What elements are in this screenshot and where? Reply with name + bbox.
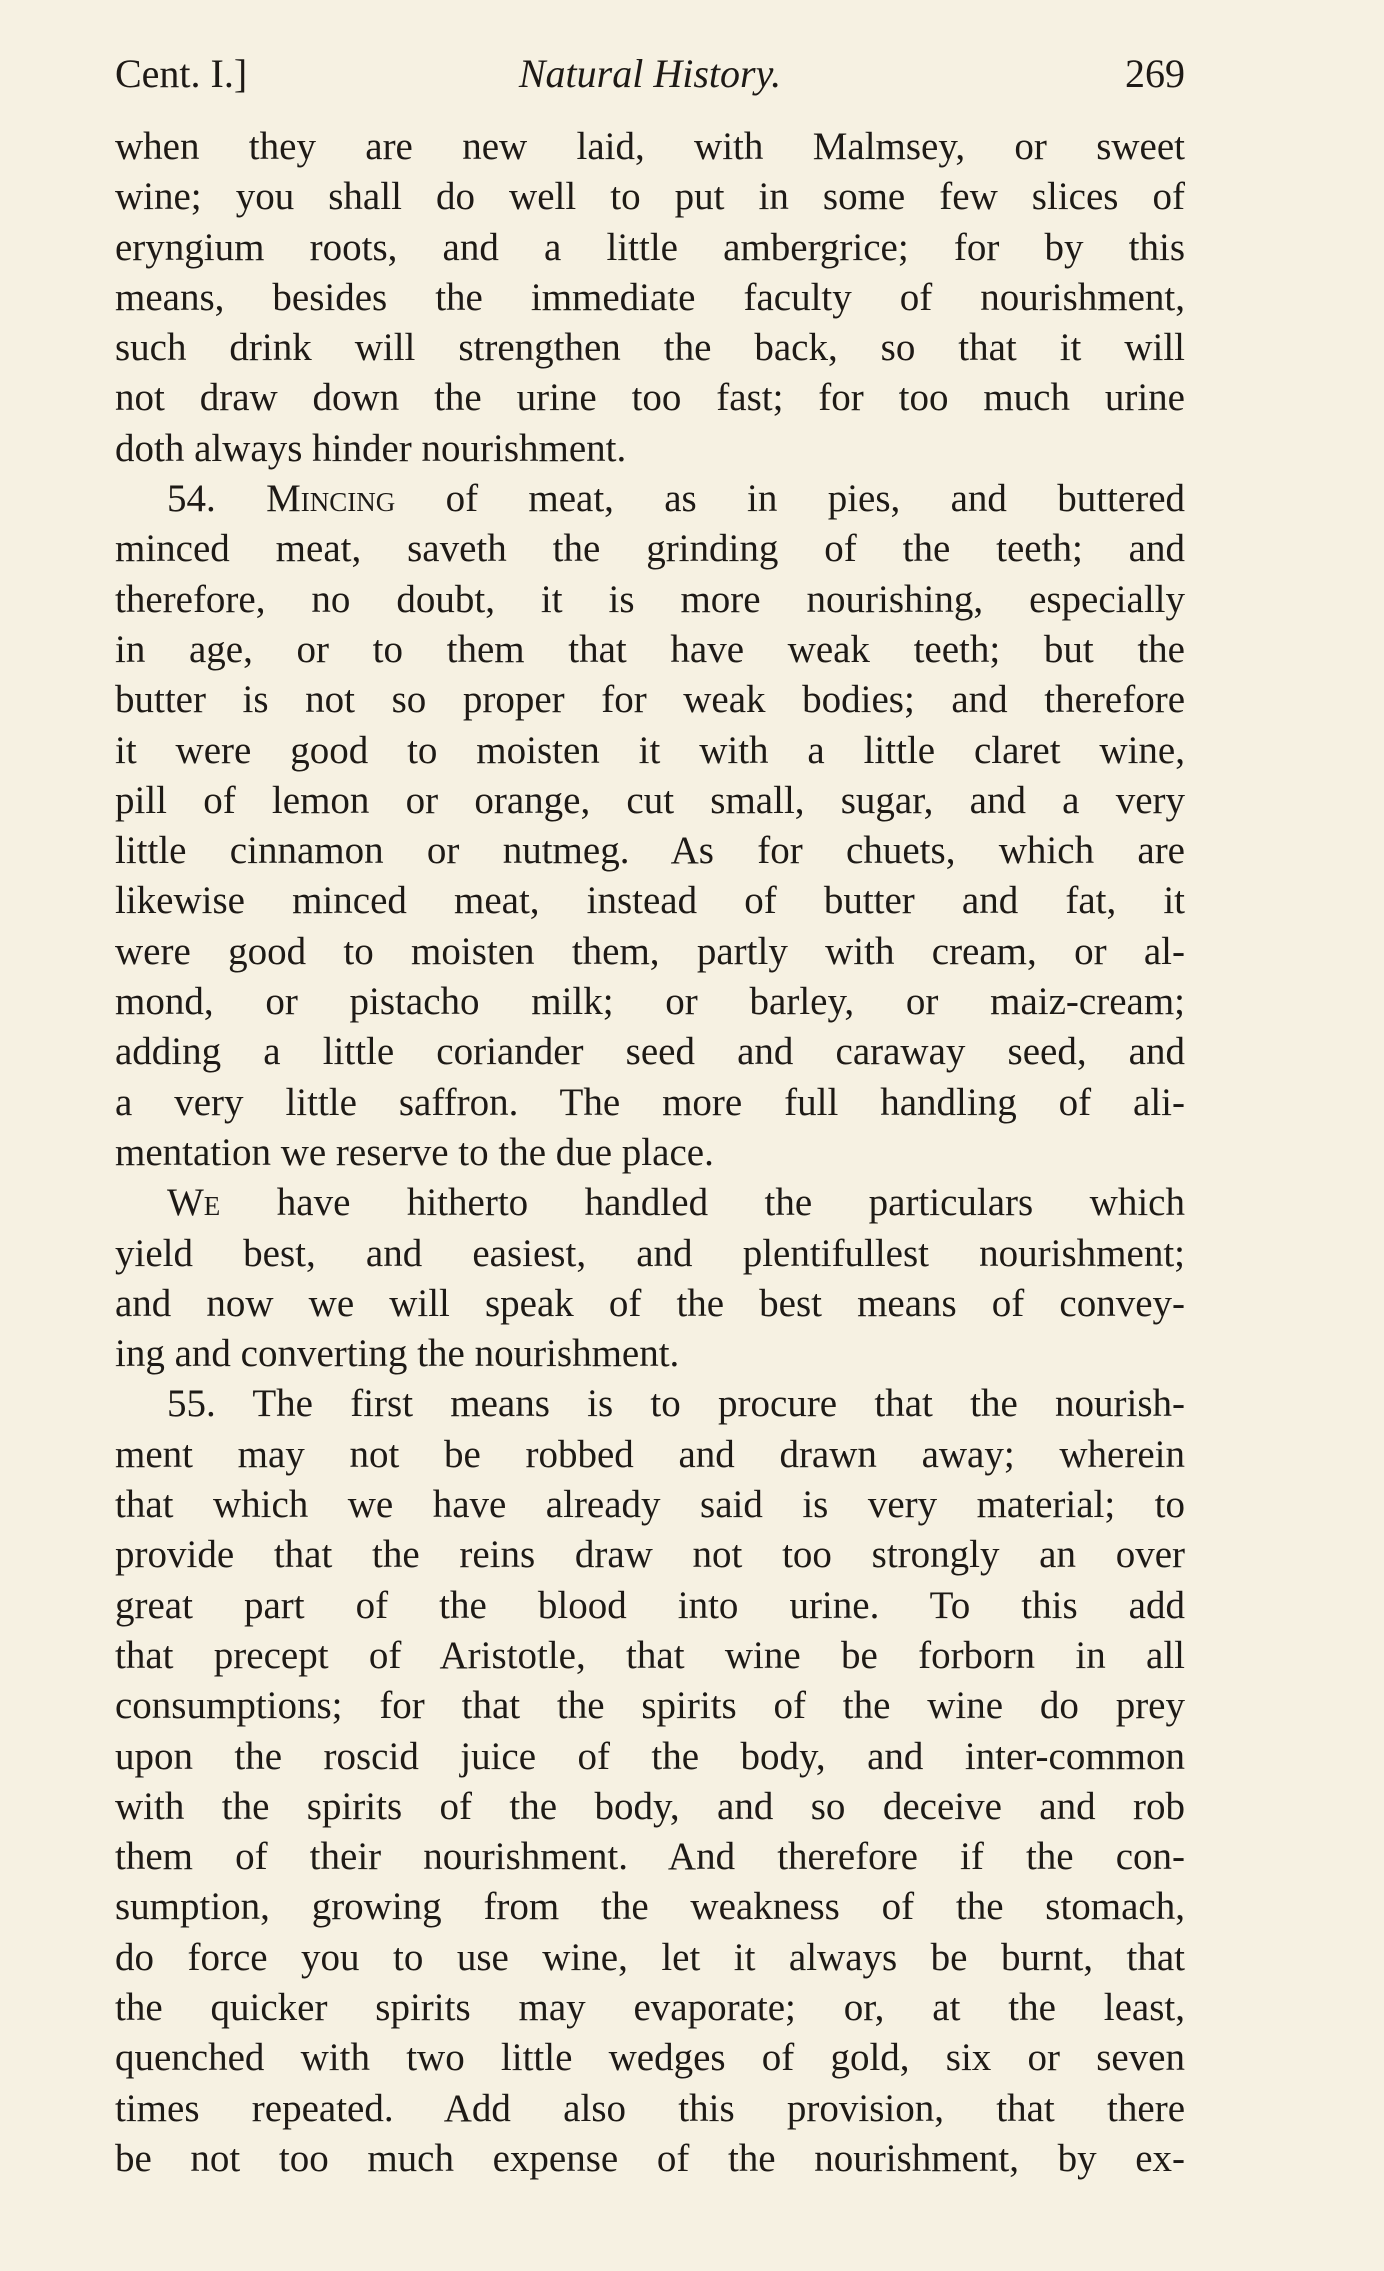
text-line bbox=[115, 1681, 1185, 1731]
line-text: pill of lemon or orange, cut small, sugar, and a very bbox=[115, 778, 1185, 822]
line-text: mentation we reserve to the due place. bbox=[115, 1130, 714, 1174]
page-number: 269 bbox=[1125, 51, 1185, 96]
line-text: little cinnamon or nutmeg. As for chuets, which are bbox=[115, 829, 1185, 873]
line-text: eryngium roots, and a little ambergrice; for by this bbox=[115, 225, 1185, 269]
text-line bbox=[115, 273, 1185, 323]
line-text: in age, or to them that have weak teeth; but the bbox=[115, 627, 1185, 671]
line-text: sumption, growing from the weakness of the stomach, bbox=[115, 1885, 1185, 1929]
line-text: mond, or pistacho milk; or barley, or maiz-cream; bbox=[115, 980, 1185, 1024]
text-line bbox=[115, 726, 1185, 776]
line-text: quenched with two little wedges of gold, six or seven bbox=[115, 2036, 1185, 2080]
body-text bbox=[115, 122, 1185, 2184]
text-line bbox=[115, 1229, 1185, 1279]
line-text: and now we will speak of the best means of convey- bbox=[115, 1281, 1185, 1325]
line-text: wine; you shall do well to put in some few slices of bbox=[115, 175, 1185, 219]
line-text: of meat, as in pies, and buttered bbox=[395, 477, 1185, 521]
line-text: ment may not be robbed and drawn away; wherein bbox=[115, 1432, 1185, 1476]
line-text: that which we have already said is very material; to bbox=[115, 1483, 1185, 1527]
line-text: the quicker spirits may evaporate; or, at the least, bbox=[115, 1985, 1185, 2029]
text-line bbox=[115, 1027, 1185, 1077]
text-line bbox=[115, 1379, 1185, 1429]
text-line bbox=[115, 223, 1185, 273]
text-line bbox=[115, 675, 1185, 725]
text-line bbox=[115, 1832, 1185, 1882]
text-line bbox=[115, 1128, 1185, 1178]
line-text: with the spirits of the body, and so deceive and rob bbox=[115, 1784, 1185, 1828]
text-line bbox=[115, 122, 1185, 172]
text-line bbox=[115, 2084, 1185, 2134]
line-text: times repeated. Add also this provision, that there bbox=[115, 2086, 1185, 2130]
line-text: it were good to moisten it with a little claret wine, bbox=[115, 728, 1185, 772]
line-text: when they are new laid, with Malmsey, or sweet bbox=[115, 125, 1185, 168]
text-line bbox=[115, 1631, 1185, 1681]
text-line bbox=[115, 1530, 1185, 1580]
text-line bbox=[115, 373, 1185, 423]
text-line bbox=[115, 1078, 1185, 1128]
text-line bbox=[115, 1933, 1185, 1983]
text-line bbox=[115, 2134, 1185, 2184]
text-line bbox=[115, 474, 1185, 524]
small-caps-lead: We bbox=[167, 1181, 221, 1225]
line-text: such drink will strengthen the back, so that it will bbox=[115, 326, 1185, 370]
text-line bbox=[115, 1329, 1185, 1379]
line-text: adding a little coriander seed and caraway seed, and bbox=[115, 1030, 1185, 1074]
line-text: have hitherto handled the particulars which bbox=[220, 1181, 1185, 1225]
text-line bbox=[115, 776, 1185, 826]
line-text: a very little saffron. The more full handling of ali- bbox=[115, 1080, 1185, 1124]
paragraph-number: 54. bbox=[167, 477, 267, 521]
running-header bbox=[115, 46, 1185, 102]
line-text: upon the roscid juice of the body, and inter-common bbox=[115, 1734, 1185, 1778]
line-text: ing and converting the nourishment. bbox=[115, 1332, 680, 1376]
text-line bbox=[115, 1882, 1185, 1932]
line-text: means, besides the immediate faculty of nourishment, bbox=[115, 275, 1185, 319]
text-line bbox=[115, 876, 1185, 926]
text-line bbox=[115, 524, 1185, 574]
text-line bbox=[115, 1279, 1185, 1329]
line-text: be not too much expense of the nourishment, by ex- bbox=[115, 2136, 1185, 2180]
line-text: not draw down the urine too fast; for too much urine bbox=[115, 376, 1185, 420]
line-text: yield best, and easiest, and plentifullest nourishment; bbox=[115, 1231, 1185, 1275]
section-reference: Cent. I.] bbox=[115, 51, 248, 96]
line-text: were good to moisten them, partly with cream, or al- bbox=[115, 929, 1185, 973]
line-text: great part of the blood into urine. To this add bbox=[115, 1583, 1185, 1627]
text-line bbox=[115, 2033, 1185, 2083]
text-line bbox=[115, 172, 1185, 222]
line-text: them of their nourishment. And therefore if the con- bbox=[115, 1835, 1185, 1879]
small-caps-lead: Mincing bbox=[266, 477, 396, 521]
line-text: minced meat, saveth the grinding of the teeth; and bbox=[115, 527, 1185, 571]
paragraph-number: 55. bbox=[167, 1382, 253, 1426]
line-text: butter is not so proper for weak bodies; and therefore bbox=[115, 678, 1185, 722]
text-line bbox=[115, 1782, 1185, 1832]
text-line bbox=[115, 1983, 1185, 2033]
text-line bbox=[115, 1430, 1185, 1480]
text-line bbox=[115, 575, 1185, 625]
text-line bbox=[115, 826, 1185, 876]
text-line bbox=[115, 927, 1185, 977]
text-line bbox=[115, 625, 1185, 675]
line-text: that precept of Aristotle, that wine be forborn in all bbox=[115, 1633, 1185, 1677]
line-text: likewise minced meat, instead of butter and fat, it bbox=[115, 879, 1185, 923]
text-line bbox=[115, 323, 1185, 373]
line-text: consumptions; for that the spirits of the wine do prey bbox=[115, 1684, 1185, 1728]
line-text: therefore, no doubt, it is more nourishing, especially bbox=[115, 577, 1185, 621]
running-title: Natural History. bbox=[518, 51, 782, 96]
line-text: The first means is to procure that the nourish- bbox=[252, 1382, 1185, 1426]
line-text: provide that the reins draw not too strongly an over bbox=[115, 1533, 1185, 1577]
text-line bbox=[115, 1178, 1185, 1228]
line-text: doth always hinder nourishment. bbox=[115, 426, 627, 470]
text-line bbox=[115, 1480, 1185, 1530]
line-text: do force you to use wine, let it always be burnt, that bbox=[115, 1935, 1185, 1979]
text-line bbox=[115, 977, 1185, 1027]
text-line bbox=[115, 1581, 1185, 1631]
text-line bbox=[115, 424, 1185, 474]
text-line bbox=[115, 1732, 1185, 1782]
